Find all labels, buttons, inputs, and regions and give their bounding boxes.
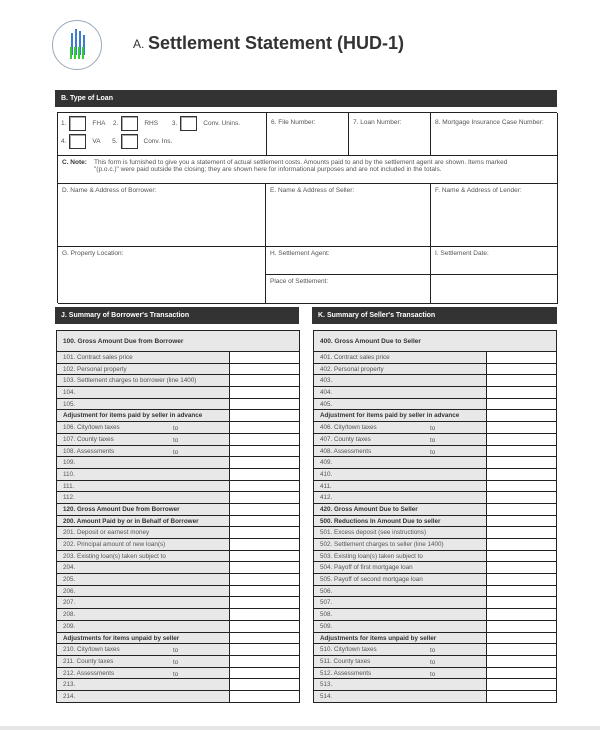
label-va: VA — [92, 138, 101, 146]
row-label — [57, 644, 230, 655]
to-label: to — [430, 647, 436, 655]
row-label — [57, 586, 230, 597]
table-row — [57, 574, 299, 586]
amount-field[interactable] — [230, 446, 299, 457]
table-row — [57, 516, 299, 528]
row-label — [314, 679, 487, 690]
amount-field[interactable] — [487, 457, 556, 468]
row-label-text: 200. Amount Paid by or in Behalf of Borrower — [63, 517, 199, 525]
amount-field[interactable] — [230, 633, 299, 644]
row-label — [314, 574, 487, 585]
table-row — [57, 656, 299, 668]
row-label — [314, 691, 487, 702]
to-label: to — [173, 670, 179, 678]
page-bottom-edge — [0, 726, 600, 730]
table-row — [57, 691, 299, 703]
row-label-text: 205. — [63, 576, 76, 584]
table-row — [314, 457, 556, 469]
place-of-settlement-value[interactable] — [431, 275, 558, 304]
row-label-text: 507. — [320, 599, 333, 607]
table-row — [57, 387, 299, 399]
table-row — [57, 434, 299, 446]
row-label-text: 505. Payoff of second mortgage loan — [320, 576, 423, 584]
row-label-text: 511. County taxes — [320, 657, 371, 665]
table-row — [314, 422, 556, 434]
amount-field[interactable] — [487, 410, 556, 421]
table-row — [314, 644, 556, 656]
row-label — [314, 633, 487, 644]
borrower-summary-table — [56, 330, 300, 703]
section-j-header: J. Summary of Borrower's Transaction — [55, 307, 299, 324]
row-label-text: 409. — [320, 459, 333, 467]
row-label — [57, 399, 230, 410]
amount-field[interactable] — [487, 504, 556, 515]
to-label: to — [430, 658, 436, 666]
amount-field[interactable] — [487, 562, 556, 573]
row-label-text: 210. City/town taxes — [63, 646, 120, 654]
row-label — [57, 562, 230, 573]
row-label-text: 202. Principal amount of new loan(s) — [63, 541, 166, 548]
table-row — [314, 434, 556, 446]
row-label — [314, 364, 487, 375]
row-label — [314, 597, 487, 608]
amount-field[interactable] — [487, 539, 556, 550]
amount-field[interactable] — [487, 492, 556, 503]
table-row — [57, 668, 299, 680]
amount-field[interactable] — [487, 422, 556, 433]
row-label-text: 508. — [320, 611, 333, 619]
table-row — [57, 352, 299, 364]
lender-address-field[interactable]: F. Name & Address of Lender: — [431, 184, 558, 247]
to-label: to — [430, 670, 436, 678]
amount-field[interactable] — [230, 551, 299, 562]
row-label — [57, 597, 230, 608]
row-label-text: 500. Reductions In Amount Due to seller — [320, 517, 441, 525]
amount-field[interactable] — [487, 364, 556, 375]
note-cell — [58, 156, 558, 184]
to-label: to — [173, 658, 179, 666]
section-a-label: A. — [133, 37, 145, 51]
property-location-field[interactable]: G. Property Location: — [58, 247, 266, 304]
place-of-settlement-field[interactable]: Place of Settlement: — [266, 275, 431, 304]
row-label — [314, 504, 487, 515]
amount-field[interactable] — [230, 492, 299, 503]
row-label — [57, 516, 230, 527]
table-row — [314, 691, 556, 703]
row-label-text: 120. Gross Amount Due from Borrower — [63, 505, 180, 513]
to-label: to — [173, 436, 179, 444]
row-label-text: 206. — [63, 587, 76, 595]
row-label — [314, 586, 487, 597]
amount-field[interactable] — [230, 387, 299, 398]
row-label-text: 407. County taxes — [320, 435, 371, 443]
amount-field[interactable] — [230, 457, 299, 468]
amount-field[interactable] — [487, 446, 556, 457]
checkbox-va[interactable] — [69, 134, 86, 149]
row-label-text: 408. Assessments — [320, 447, 372, 455]
table-row — [314, 399, 556, 411]
row-label — [57, 539, 230, 550]
amount-field[interactable] — [230, 574, 299, 585]
amount-field[interactable] — [487, 656, 556, 667]
loan-type-num: 3. — [171, 120, 178, 128]
row-label-text: Adjustment for items paid by seller in advance — [63, 412, 203, 420]
row-label — [57, 375, 230, 386]
to-label: to — [430, 436, 436, 444]
table-row — [314, 539, 556, 551]
row-label-text: 101. Contract sales price — [63, 354, 133, 361]
row-label — [314, 527, 487, 538]
row-label-text: 212. Assessments — [63, 669, 115, 677]
amount-field[interactable] — [230, 562, 299, 573]
to-label: to — [173, 647, 179, 655]
row-label-text: 404. — [320, 389, 333, 397]
row-label — [57, 504, 230, 515]
table-row — [57, 551, 299, 563]
amount-field[interactable] — [487, 469, 556, 480]
settlement-date-field[interactable]: I. Settlement Date: — [431, 247, 558, 275]
table-row — [57, 364, 299, 376]
row-label-text: 509. — [320, 622, 333, 630]
table-row — [314, 597, 556, 609]
row-label-text: 208. — [63, 611, 76, 619]
row-label-text: 204. — [63, 564, 76, 572]
amount-field[interactable] — [487, 574, 556, 585]
row-label-text: 110. — [63, 470, 75, 478]
table-row — [314, 527, 556, 539]
row-label-text: 109. — [63, 459, 76, 467]
row-label-text: 411. — [320, 482, 332, 490]
row-label — [314, 609, 487, 620]
row-label — [57, 574, 230, 585]
loan-number-field[interactable]: 7. Loan Number: — [349, 113, 431, 156]
row-label-text: 111. — [63, 482, 75, 490]
table-row — [57, 375, 299, 387]
row-label-text: 506. — [320, 587, 333, 595]
row-label-text: 401. Contract sales price — [320, 354, 390, 361]
table-row — [57, 410, 299, 422]
row-label — [314, 492, 487, 503]
amount-field[interactable] — [487, 691, 556, 702]
amount-field[interactable] — [487, 375, 556, 386]
amount-field[interactable] — [487, 586, 556, 597]
row-label — [57, 387, 230, 398]
row-label — [57, 691, 230, 702]
page-title: Settlement Statement (HUD-1) — [148, 33, 405, 53]
table-row — [314, 574, 556, 586]
seller-address-field[interactable]: E. Name & Address of Seller: — [266, 184, 431, 247]
row-label — [57, 446, 230, 457]
row-label — [57, 679, 230, 690]
amount-field[interactable] — [487, 621, 556, 632]
row-label-text: 420. Gross Amount Due to Seller — [320, 505, 418, 513]
table-row — [57, 527, 299, 539]
table-row — [57, 609, 299, 621]
table-row — [57, 481, 299, 493]
amount-field[interactable] — [230, 679, 299, 690]
row-label — [314, 422, 487, 433]
row-label-text: 102. Personal property — [63, 365, 127, 373]
row-label-text: 107. County taxes — [63, 435, 114, 443]
note-line1: This form is furnished to give you a statement of actual settlement costs. Amounts paid to and by the settlement agent are shown. Items marked — [94, 159, 508, 166]
table-row — [57, 539, 299, 551]
table-row — [57, 633, 299, 645]
row-label-text: Adjustment for items paid by seller in advance — [320, 412, 460, 420]
loan-type-cell — [58, 113, 267, 156]
borrower-address-field[interactable]: D. Name & Address of Borrower: — [58, 184, 266, 247]
settlement-agent-field[interactable]: H. Settlement Agent: — [266, 247, 431, 275]
row-label-text: 410. — [320, 470, 333, 478]
amount-field[interactable] — [230, 364, 299, 375]
table-row — [57, 562, 299, 574]
table-head: 400. Gross Amount Due to Seller — [314, 331, 556, 352]
row-label-text: 213. — [63, 681, 76, 689]
checkbox-rhs[interactable] — [121, 116, 138, 131]
table-row — [314, 668, 556, 680]
loan-type-num: 4. — [61, 138, 67, 146]
amount-field[interactable] — [230, 516, 299, 527]
row-label-text: 405. — [320, 400, 333, 408]
loan-type-num: 5. — [112, 138, 118, 146]
row-label — [57, 609, 230, 620]
amount-field[interactable] — [230, 375, 299, 386]
mortgage-insurance-case-number-field[interactable]: 8. Mortgage Insurance Case Number: — [431, 113, 558, 156]
label-rhs: RHS — [144, 120, 159, 128]
row-label — [57, 656, 230, 667]
to-label: to — [173, 425, 179, 433]
row-label-text: 203. Existing loan(s) taken subject to — [63, 552, 166, 560]
row-label-text: 406. City/town taxes — [320, 424, 377, 432]
row-label-text: 514. — [320, 692, 333, 700]
note-label: C. Note: — [62, 159, 87, 166]
table-row — [314, 352, 556, 364]
row-label-text: 510. City/town taxes — [320, 646, 377, 654]
table-row — [57, 422, 299, 434]
table-row — [57, 469, 299, 481]
table-row — [57, 399, 299, 411]
loan-type-num: 2. — [112, 120, 119, 128]
amount-field[interactable] — [230, 609, 299, 620]
row-label-text: 207. — [63, 599, 76, 607]
checkbox-conv-unins[interactable] — [180, 116, 197, 131]
row-label — [314, 375, 487, 386]
row-label — [57, 481, 230, 492]
amount-field[interactable] — [487, 597, 556, 608]
file-number-field[interactable]: 6. File Number: — [267, 113, 349, 156]
table-row — [57, 586, 299, 598]
table-row — [314, 410, 556, 422]
amount-field[interactable] — [230, 597, 299, 608]
amount-field[interactable] — [230, 621, 299, 632]
row-label-text: 108. Assessments — [63, 447, 115, 455]
amount-field[interactable] — [230, 434, 299, 445]
row-label — [57, 469, 230, 480]
row-label — [314, 656, 487, 667]
to-label: to — [430, 448, 436, 456]
row-label-text: 403. — [320, 377, 333, 385]
amount-field[interactable] — [230, 352, 299, 363]
row-label — [314, 387, 487, 398]
amount-field[interactable] — [487, 679, 556, 690]
amount-field[interactable] — [230, 504, 299, 515]
row-label-text: 112. — [63, 494, 75, 502]
row-label-text: 211. County taxes — [63, 657, 114, 665]
row-label-text: 105. — [63, 400, 76, 408]
row-label-text: 402. Personal property — [320, 365, 384, 373]
loan-info-table — [57, 112, 557, 303]
row-label-text: 103. Settlement charges to borrower (line 1400) — [63, 377, 197, 385]
row-label-text: 503. Existing loan(s) taken subject to — [320, 552, 423, 560]
table-row — [314, 586, 556, 598]
row-label-text: Adjustments for items unpaid by seller — [320, 634, 437, 642]
amount-field[interactable] — [487, 668, 556, 679]
table-head: 100. Gross Amount Due from Borrower — [57, 331, 299, 352]
row-label — [314, 644, 487, 655]
row-label — [314, 516, 487, 527]
amount-field[interactable] — [230, 586, 299, 597]
amount-field[interactable] — [487, 434, 556, 445]
row-label — [57, 410, 230, 421]
label-fha: FHA — [92, 120, 106, 128]
checkbox-fha[interactable] — [69, 116, 86, 131]
amount-field[interactable] — [487, 352, 556, 363]
amount-field[interactable] — [487, 481, 556, 492]
amount-field[interactable] — [487, 609, 556, 620]
amount-field[interactable] — [230, 644, 299, 655]
to-label: to — [173, 448, 179, 456]
table-row — [314, 516, 556, 528]
checkbox-conv-ins[interactable] — [121, 134, 138, 149]
amount-field[interactable] — [487, 644, 556, 655]
amount-field[interactable] — [487, 551, 556, 562]
table-row — [314, 364, 556, 376]
amount-field[interactable] — [487, 527, 556, 538]
amount-field[interactable] — [230, 691, 299, 702]
to-label: to — [430, 425, 436, 433]
row-label — [57, 364, 230, 375]
table-row — [57, 679, 299, 691]
table-row — [314, 387, 556, 399]
amount-field[interactable] — [230, 539, 299, 550]
row-label — [314, 551, 487, 562]
row-label — [57, 492, 230, 503]
table-row — [314, 633, 556, 645]
row-label — [314, 539, 487, 550]
row-label-text: 513. — [320, 681, 333, 689]
section-b-header: B. Type of Loan — [55, 90, 557, 107]
row-label — [314, 562, 487, 573]
row-label — [57, 551, 230, 562]
row-label — [314, 469, 487, 480]
table-row — [314, 656, 556, 668]
table-row — [314, 609, 556, 621]
row-label — [314, 668, 487, 679]
amount-field[interactable] — [230, 410, 299, 421]
amount-field[interactable] — [230, 656, 299, 667]
row-label — [314, 481, 487, 492]
table-row — [314, 446, 556, 458]
row-label-text: 209. — [63, 622, 76, 630]
loan-type-num: 1. — [61, 120, 67, 128]
amount-field[interactable] — [230, 399, 299, 410]
row-label-text: 104. — [63, 389, 76, 397]
amount-field[interactable] — [487, 633, 556, 644]
row-label — [57, 422, 230, 433]
hud-seal-logo — [52, 20, 102, 70]
table-row — [314, 562, 556, 574]
section-k-header: K. Summary of Seller's Transaction — [312, 307, 557, 324]
table-row — [314, 621, 556, 633]
row-label — [57, 457, 230, 468]
row-label — [314, 399, 487, 410]
label-conv-unins: Conv. Unins. — [203, 120, 241, 128]
label-conv-ins: Conv. Ins. — [143, 138, 173, 146]
amount-field[interactable] — [487, 387, 556, 398]
table-row — [57, 457, 299, 469]
table-row — [314, 481, 556, 493]
amount-field[interactable] — [230, 422, 299, 433]
row-label-text: 502. Settlement charges to seller (line 1400) — [320, 541, 444, 548]
amount-field[interactable] — [230, 469, 299, 480]
table-row — [314, 375, 556, 387]
table-row — [314, 551, 556, 563]
table-row — [314, 469, 556, 481]
row-label — [57, 621, 230, 632]
table-row — [314, 504, 556, 516]
row-label — [57, 527, 230, 538]
table-row — [57, 621, 299, 633]
row-label — [57, 633, 230, 644]
table-row — [57, 492, 299, 504]
row-label — [314, 621, 487, 632]
seller-summary-table — [313, 330, 557, 703]
row-label — [314, 434, 487, 445]
table-row — [314, 492, 556, 504]
row-label — [314, 410, 487, 421]
table-row — [57, 446, 299, 458]
note-line2: "(p.o.c.)" were paid outside the closing; they are shown here for informational purposes and are not included in the totals. — [94, 166, 442, 173]
row-label — [57, 352, 230, 363]
table-row — [57, 597, 299, 609]
row-label-text: 504. Payoff of first mortgage loan — [320, 564, 413, 572]
row-label-text: 412. — [320, 494, 333, 502]
row-label-text: 501. Excess deposit (see instructions) — [320, 529, 427, 537]
row-label-text: Adjustments for items unpaid by seller — [63, 634, 180, 642]
table-row — [314, 679, 556, 691]
amount-field[interactable] — [487, 399, 556, 410]
row-label-text: 201. Deposit or earnest money — [63, 529, 150, 537]
amount-field[interactable] — [230, 527, 299, 538]
row-label — [57, 434, 230, 445]
row-label — [314, 446, 487, 457]
row-label-text: 106. City/town taxes — [63, 424, 120, 432]
row-label — [57, 668, 230, 679]
row-label — [314, 457, 487, 468]
amount-field[interactable] — [230, 668, 299, 679]
table-row — [57, 504, 299, 516]
row-label-text: 512. Assessments — [320, 669, 372, 677]
table-row — [57, 644, 299, 656]
row-label — [314, 352, 487, 363]
amount-field[interactable] — [230, 481, 299, 492]
row-label-text: 214. — [63, 692, 76, 700]
amount-field[interactable] — [487, 516, 556, 527]
